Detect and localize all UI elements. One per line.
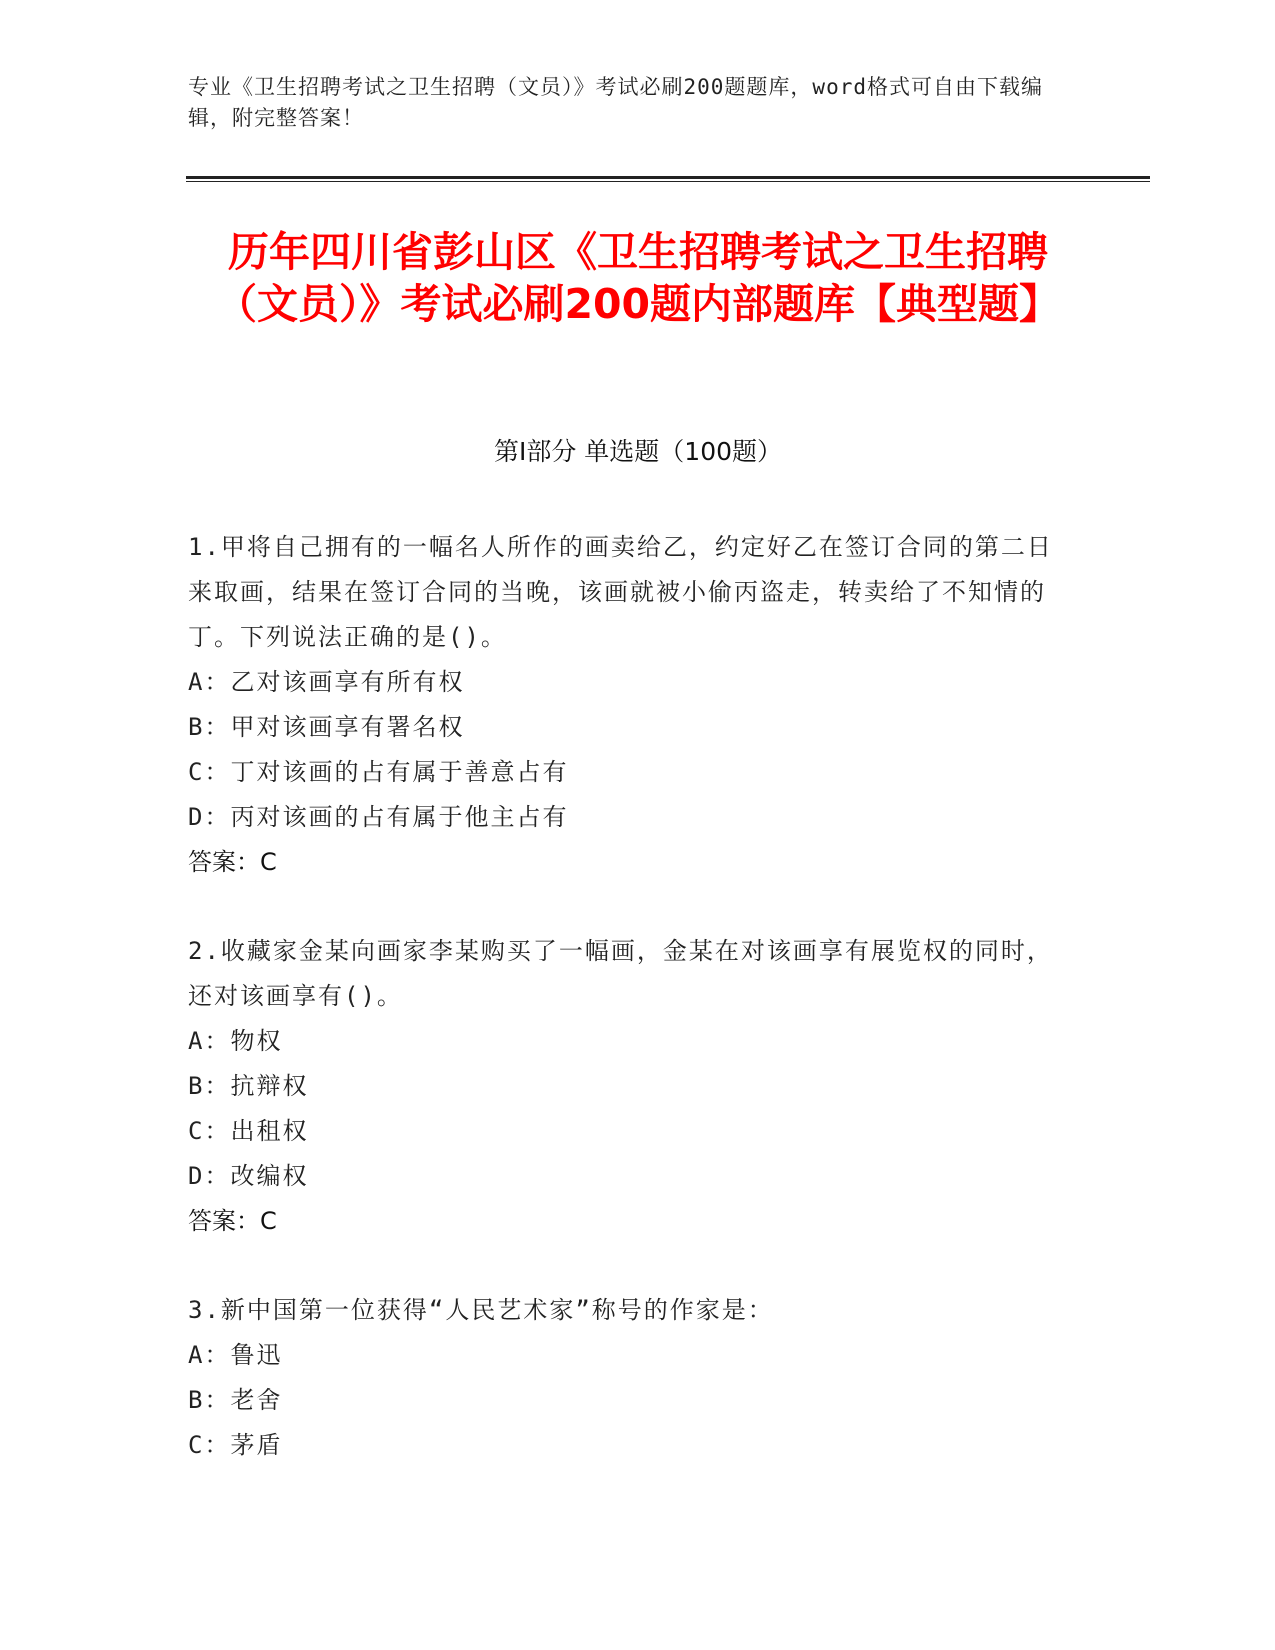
question-list xyxy=(188,525,1068,1468)
option-a: A：物权 xyxy=(188,1027,283,1055)
question-stem: 2.收藏家金某向画家李某购买了一幅画，金某在对该画享有展览权的同时，还对该画享有()。 xyxy=(188,937,1053,1010)
answer-label: 答案：C xyxy=(188,848,277,876)
header-divider-thick xyxy=(186,176,1150,179)
question-item-2 xyxy=(188,929,1068,1244)
question-item-1 xyxy=(188,525,1068,885)
section-title: 第Ⅰ部分 单选题（100题） xyxy=(493,437,783,466)
document-title: 历年四川省彭山区《卫生招聘考试之卫生招聘（文员）》考试必刷200题内部题库【典型题】 xyxy=(215,228,1061,328)
question-item-3 xyxy=(188,1288,1068,1468)
option-c: C：茅盾 xyxy=(188,1431,283,1459)
answer-label: 答案：C xyxy=(188,1207,277,1235)
option-d: D：改编权 xyxy=(188,1162,309,1190)
option-a: A：鲁迅 xyxy=(188,1341,283,1369)
option-c: C：丁对该画的占有属于善意占有 xyxy=(188,758,569,786)
option-c: C：出租权 xyxy=(188,1117,309,1145)
option-d: D：丙对该画的占有属于他主占有 xyxy=(188,803,569,831)
question-stem: 1.甲将自己拥有的一幅名人所作的画卖给乙，约定好乙在签订合同的第二日来取画，结果在签订合同的当晚，该画就被小偷丙盗走，转卖给了不知情的丁。下列说法正确的是()。 xyxy=(188,533,1053,651)
header-divider-thin xyxy=(186,181,1150,182)
option-b: B：抗辩权 xyxy=(188,1072,309,1100)
header-description: 专业《卫生招聘考试之卫生招聘（文员）》考试必刷200题题库，word格式可自由下载编辑，附完整答案！ xyxy=(188,75,1043,130)
option-b: B：老舍 xyxy=(188,1386,283,1414)
option-b: B：甲对该画享有署名权 xyxy=(188,713,465,741)
option-a: A：乙对该画享有所有权 xyxy=(188,668,465,696)
question-stem: 3.新中国第一位获得“人民艺术家”称号的作家是： xyxy=(188,1296,774,1324)
